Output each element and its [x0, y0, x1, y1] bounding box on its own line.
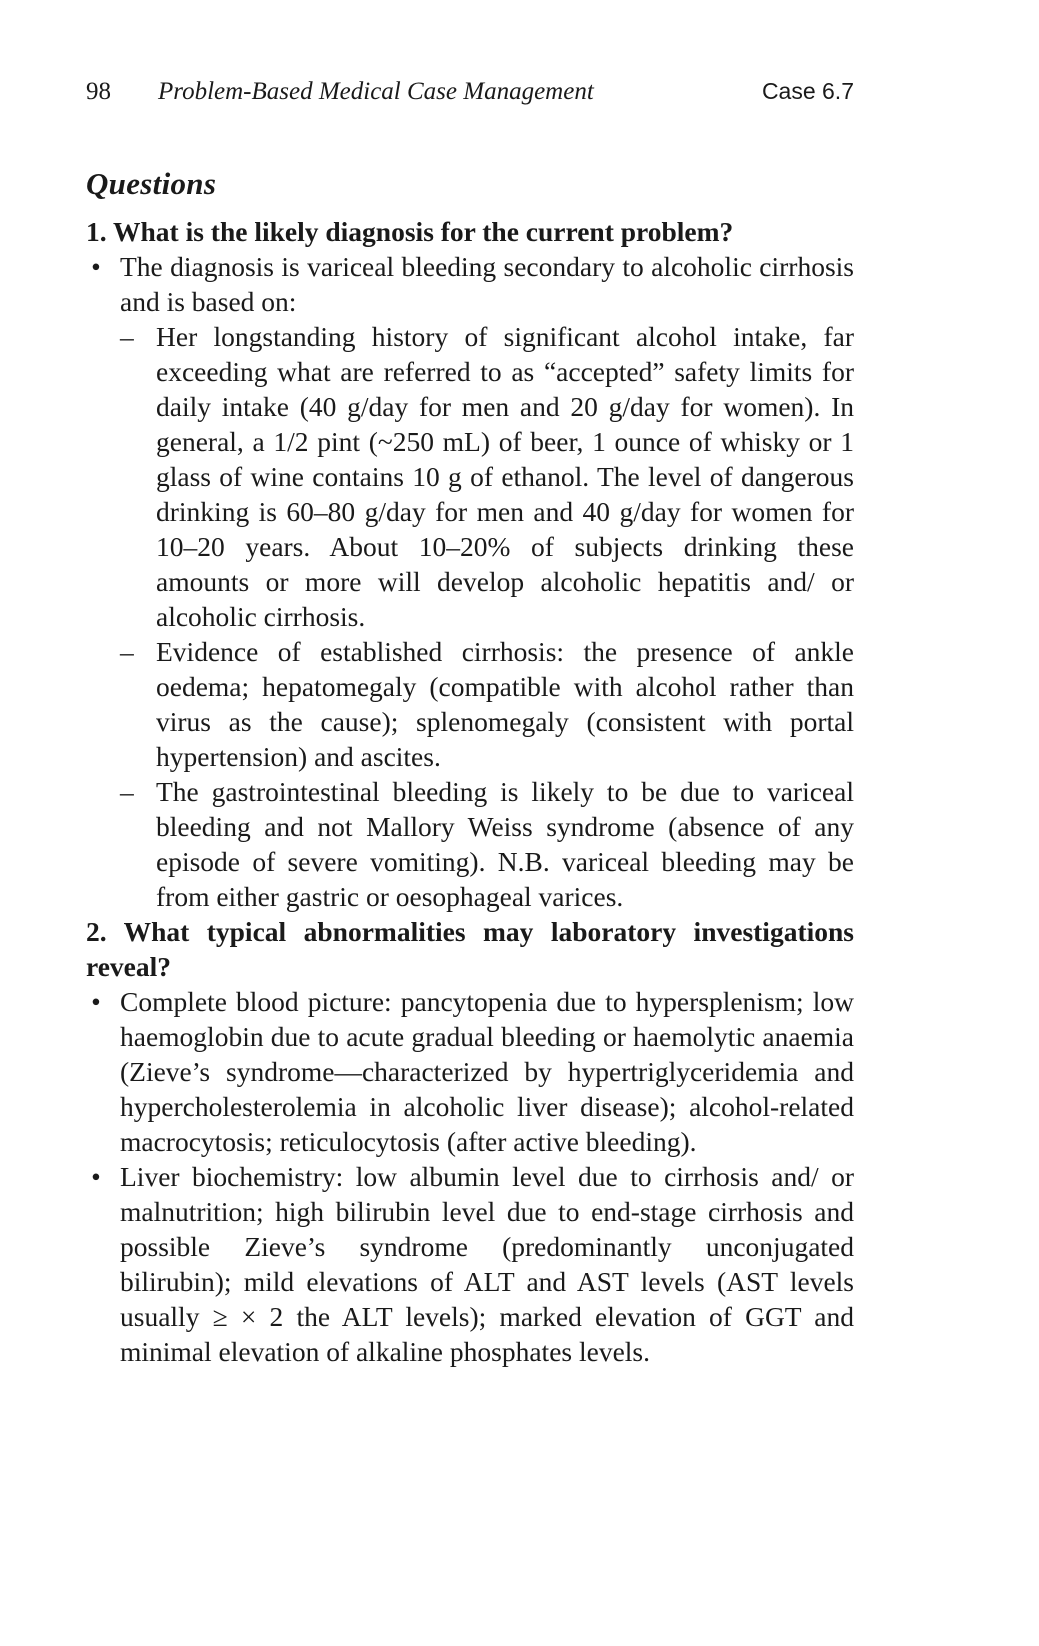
section-heading: Questions	[86, 166, 217, 201]
question-heading: 1. What is the likely diagnosis for the current problem?	[86, 216, 734, 247]
sub-item	[86, 774, 854, 914]
bullet-mark: •	[91, 986, 101, 1017]
question-heading: 2. What typical abnormalities may laboratory investigations reveal?	[86, 916, 854, 982]
case-label: Case 6.7	[761, 78, 854, 104]
bullet-text: Liver biochemistry: low albumin level due to cirrhosis and/ or malnutrition; high bilirubin level due to end-stage cirrhosis and possible Zieve’s syndrome (predominantly unconjugated bilirubin); mild elevations of ALT and AST levels (AST levels usually ≥ × 2 the ALT levels); marked elevation of GGT and minimal elevation of alkaline phosphates levels.	[120, 1161, 854, 1367]
sub-item	[86, 319, 854, 634]
sub-item-text: Her longstanding history of significant alcohol intake, far exceeding what are referred to as “accepted” safety limits for daily intake (40 g/day for men and 20 g/day for women). In general, a 1/2 pint (~250 mL) of beer, 1 ounce of whisky or 1 glass of wine contains 10 g of ethanol. The level of dangerous drinking is 60–80 g/day for men and 40 g/day for women for 10–20 years. About 10–20% of subjects drinking these amounts or more will develop alcoholic hepatitis and/ or alcoholic cirrhosis.	[156, 321, 854, 632]
bullet-text: Complete blood picture: pancytopenia due to hypersplenism; low haemoglobin due to acute gradual bleeding or haemolytic anaemia (Zieve’s syndrome—characterized by hypertriglyceridemia and hypercholesterolemia in alcoholic liver disease); alcohol-related macrocytosis; reticulocytosis (after active bleeding).	[120, 986, 854, 1157]
page-number: 98	[86, 78, 111, 105]
dash-mark: –	[120, 776, 134, 807]
bullet-item	[86, 984, 854, 1159]
questions-content	[86, 214, 854, 1369]
dash-mark: –	[120, 321, 134, 352]
bullet-text: The diagnosis is variceal bleeding secondary to alcoholic cirrhosis and is based on:	[120, 251, 854, 317]
sub-item	[86, 634, 854, 774]
running-head	[86, 78, 854, 118]
bullet-mark: •	[91, 251, 101, 282]
sub-item-text: The gastrointestinal bleeding is likely to be due to variceal bleeding and not Mallory Weiss syndrome (absence of any episode of severe vomiting). N.B. variceal bleeding may be from either gastric or oesophageal varices.	[156, 776, 854, 912]
sub-list	[86, 319, 854, 914]
bullet-mark: •	[91, 1161, 101, 1192]
bullet-item	[86, 249, 854, 319]
bullet-item	[86, 1159, 854, 1369]
book-title: Problem-Based Medical Case Management	[158, 78, 594, 105]
book-page	[86, 78, 854, 1369]
sub-item-text: Evidence of established cirrhosis: the presence of ankle oedema; hepatomegaly (compatible with alcohol rather than virus as the cause); splenomegaly (consistent with portal hypertension) and ascites.	[156, 636, 854, 772]
dash-mark: –	[120, 636, 134, 667]
